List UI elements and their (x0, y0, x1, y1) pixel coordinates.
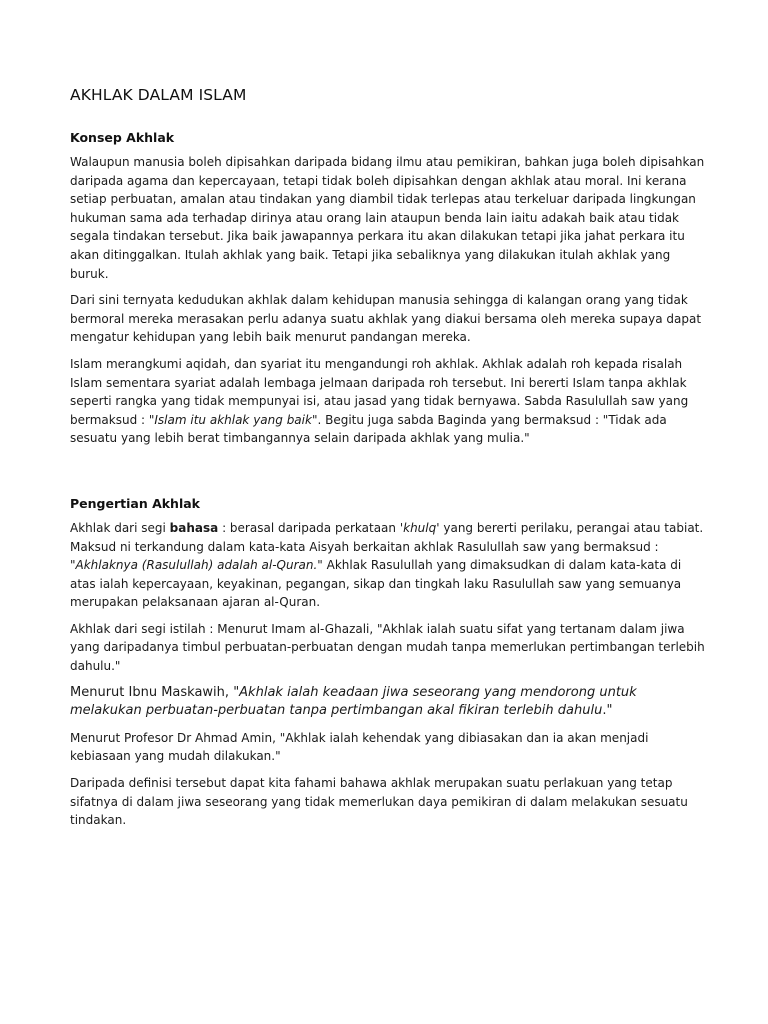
paragraph (70, 519, 708, 612)
paragraph (70, 355, 708, 448)
document-title: AKHLAK DALAM ISLAM (70, 86, 247, 104)
arabic-term: 'khulq' (399, 520, 440, 535)
text-run: . Begitu juga sabda Baginda yang bermaksud : "Tidak ada sesuatu yang lebih berat timbangannya selain daripada akhlak yang mulia." (70, 412, 667, 446)
paragraph: Daripada definisi tersebut dapat kita fahami bahawa akhlak merupakan suatu perlakuan yang tetap sifatnya di dalam jiwa seseorang yang tidak memerlukan daya pemikiran di dalam melakukan sesuatu tindakan. (70, 776, 688, 828)
text-run: yang bererti perilaku, perangai atau tabiat. Maksud ni terkandung dalam kata-kata Aisyah berkaitan akhlak Rasulullah saw yang bermaksud : (70, 520, 704, 554)
section-konsep-akhlak (70, 130, 708, 448)
paragraph: Akhlak dari segi istilah : Menurut Imam al-Ghazali, "Akhlak ialah suatu sifat yang tertanam dalam jiwa yang daripadanya timbul perbuatan-perbuatan dengan mudah tanpa memerlukan pertimbangan terlebih dahulu." (70, 621, 705, 674)
section-pengertian-akhlak (70, 496, 708, 830)
text-run: Islam merangkumi aqidah, dan syariat itu mengandungi roh akhlak. Akhlak adalah roh kepada risalah Islam sementara syariat adalah lembaga jelmaan daripada roh tersebut. Ini bererti Islam tanpa akhlak seperti rangka yang tidak mempunyai isi, atau jasad yang tidak bernyawa. Sabda Rasulullah saw yang bermaksud : (70, 356, 689, 427)
text-run: Menurut Ibnu Maskawih, (70, 684, 234, 700)
paragraph: Menurut Profesor Dr Ahmad Amin, "Akhlak ialah kehendak yang dibiasakan dan ia akan menjadi kebiasaan yang mudah dilakukan." (70, 730, 649, 764)
bold-term: bahasa (169, 520, 219, 535)
paragraph (70, 684, 708, 721)
aisyah-quote: "Akhlaknya (Rasulullah) adalah al-Quran. (70, 558, 318, 573)
text-run: Akhlak dari segi (70, 520, 170, 535)
text-run: ." (602, 703, 613, 719)
paragraph: Dari sini ternyata kedudukan akhlak dalam kehidupan manusia sehingga di kalangan orang yang tidak bermoral mereka merasakan perlu adanya suatu akhlak yang diakui bersama oleh mereka supaya dapat mengatur kehidupan yang lebih baik menurut pandangan mereka. (70, 293, 702, 345)
section-heading: Konsep Akhlak (70, 130, 175, 145)
section-heading: Pengertian Akhlak (70, 495, 200, 511)
paragraph: Walaupun manusia boleh dipisahkan daripada bidang ilmu atau pemikiran, bahkan juga boleh dipisahkan daripada agama dan kepercayaan, tetapi tidak boleh dipisahkan dengan akhlak atau moral. Ini kerana setiap perbuatan, amalan atau tindakan yang diambil tidak terlepas atau terkeluar daripada lingkungan hukuman sama ada terhadap dirinya atau orang lain ataupun benda lain iaitu adakah baik atau tidak segala tindakan tersebut. Jika baik jawapannya perkara itu akan dilakukan tetapi jika jahat perkara itu akan ditinggalkan. Itulah akhlak yang baik. Tetapi jika sebaliknya yang dilakukan itulah akhlak yang buruk. (70, 155, 705, 281)
maskawih-quote: "Akhlak ialah keadaan jiwa seseorang yang mendorong untuk melakukan perbuatan-perbuatan tanpa pertimbangan akal fikiran terlebih dahulu (70, 684, 637, 719)
section-spacer (70, 456, 708, 496)
hadith-quote: "Islam itu akhlak yang baik" (148, 412, 318, 427)
text-run: : berasal daripada perkataan (218, 520, 400, 535)
text-run: " Akhlak Rasulullah yang dimaksudkan di dalam kata-kata di atas ialah kepercayaan, keyakinan, pegangan, sikap dan tingkah laku Rasulullah saw yang semuanya merupakan pelaksanaan ajaran al-Quran. (70, 558, 682, 610)
